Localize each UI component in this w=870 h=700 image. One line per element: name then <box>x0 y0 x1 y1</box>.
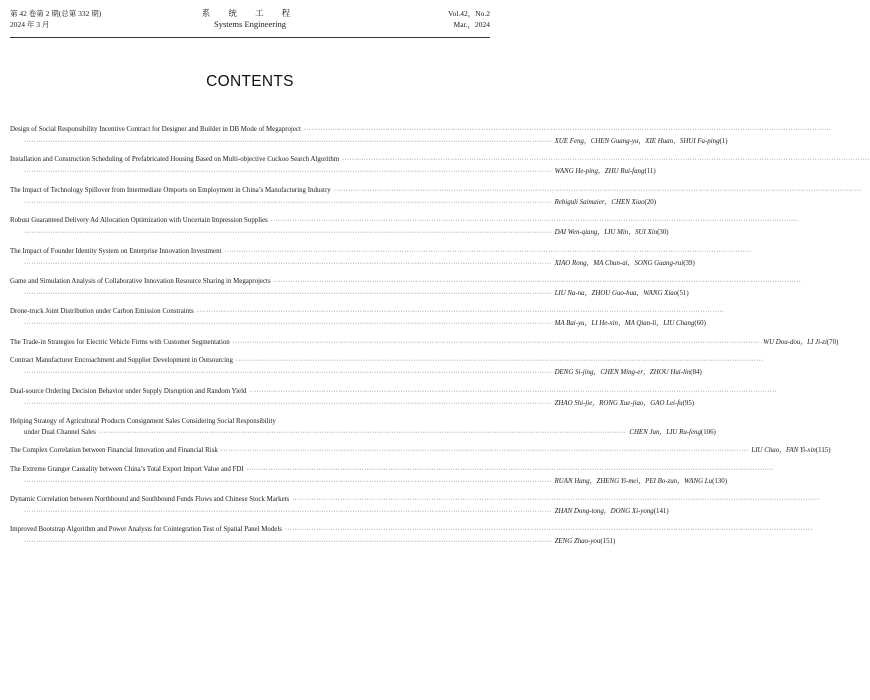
article-authors: LIU Na-na，ZHOU Guo-hua，WANG Xiao <box>554 289 678 297</box>
issue-volume: 第 42 卷第 2 期(总第 332 期) <box>10 9 102 18</box>
leader-dots: ···························································································································································································································· <box>235 358 764 365</box>
leader-dots: ···························································································································································································································· <box>249 388 778 395</box>
leader-dots: ···························································································································································································································· <box>98 429 627 436</box>
toc-line <box>10 288 689 300</box>
volume-date: Mar.，2024 <box>453 20 490 29</box>
toc-line <box>10 124 832 136</box>
toc-entry <box>10 464 775 488</box>
article-authors: LIU Chao，FAN Yi-xin <box>751 447 816 455</box>
toc-entry <box>10 494 820 518</box>
toc-line <box>10 227 669 239</box>
article-title: Improved Bootstrap Algorithm and Power Analysis for Cointegration Test of Spatial Panel Models <box>10 526 282 534</box>
page-number: (20) <box>644 198 657 206</box>
leader-dots: ···························································································································································································································· <box>24 230 552 237</box>
article-title-continued: under Dual Channel Sales <box>24 428 96 436</box>
leader-dots: ···························································································································································································································· <box>24 139 552 145</box>
toc-line <box>10 306 725 318</box>
leader-dots: ···························································································································································································································· <box>246 466 775 473</box>
page-number: (39) <box>683 259 695 267</box>
toc-line <box>10 215 799 227</box>
article-title: Dynamic Correlation between Northbound and Southbound Funds Flows and Chinese Stock Markets <box>10 496 290 504</box>
toc-line <box>10 386 778 398</box>
article-title: Design of Social Responsibility Incentive Contract for Designer and Builder in DB Mode of Megaproject <box>10 126 301 133</box>
journal-name <box>10 8 490 30</box>
toc-line <box>10 476 727 488</box>
leader-dots: ···························································································································································································································· <box>232 339 761 346</box>
leader-dots: ···························································································································································································································· <box>333 187 862 194</box>
article-authors: XIAO Rong，MA Chun-ai，SONG Guang-rui <box>554 259 684 267</box>
toc-entry <box>10 416 716 439</box>
article-title: Drone-truck Joint Distribution under Carbon Emission Constraints <box>10 308 194 316</box>
leader-dots: ···························································································································································································································· <box>284 527 813 534</box>
toc-entry <box>10 445 831 457</box>
page-number: (84) <box>690 369 702 377</box>
toc-entry <box>10 185 862 209</box>
toc-entry <box>10 355 764 379</box>
article-authors: RUAN Hang，ZHENG Yi-mei，PEI Bo-zun，WANG Lu <box>554 477 713 485</box>
toc-line <box>10 494 820 506</box>
leader-dots: ···························································································································································································································· <box>24 370 552 377</box>
toc-line <box>10 197 657 209</box>
article-authors: MA Bai-yu，LI He-xin，MA Qian-li，LIU Chang <box>554 320 695 328</box>
article-authors: ZHAO Shi-jie，RONG Xue-jiao，GAO Lei-fu <box>554 399 683 407</box>
page-number: (141) <box>653 508 669 516</box>
article-authors: XUE Feng，CHEN Guang-yu，XIE Huan，SHUI Fa-ping <box>554 138 720 145</box>
toc-entry <box>10 246 753 270</box>
leader-dots: ···························································································································································································································· <box>220 448 749 455</box>
leader-dots: ···························································································································································································································· <box>196 309 725 316</box>
page-number: (115) <box>815 447 831 455</box>
journal-name-english: Systems Engineering <box>213 19 286 29</box>
toc-entry <box>10 154 870 178</box>
leader-dots: ···························································································································································································································· <box>24 199 552 206</box>
page-number: (151) <box>600 538 616 546</box>
toc-entry <box>10 524 813 548</box>
issue-date: 2024 年 3 月 <box>10 20 50 29</box>
toc-entry <box>10 124 832 148</box>
toc-line <box>10 464 775 476</box>
article-title: The Extreme Granger Causality between China’s Total Export Import Value and FDI <box>10 465 244 473</box>
page-number: (11) <box>644 168 656 176</box>
article-title: The Trade-in Strategies for Electric Vehicle Firms with Customer Segmentation <box>10 338 230 346</box>
toc-entry <box>10 306 725 330</box>
toc-line <box>10 246 753 258</box>
article-title: The Impact of Founder Identity System on Enterprise Innovation Investment <box>10 247 222 255</box>
leader-dots: ···························································································································································································································· <box>24 478 552 485</box>
leader-dots: ···························································································································································································································· <box>24 509 552 516</box>
leader-dots: ···························································································································································································································· <box>270 218 799 225</box>
page-number: (70) <box>826 338 839 346</box>
leader-dots: ···························································································································································································································· <box>24 169 552 176</box>
toc-line <box>10 185 862 197</box>
toc-line <box>10 136 728 148</box>
toc-entry <box>10 276 802 300</box>
article-title: The Complex Correlation between Financial Innovation and Financial Risk <box>10 447 218 455</box>
leader-dots: ···························································································································································································································· <box>24 400 552 407</box>
article-title: Installation and Construction Scheduling of Prefabricated Housing Based on Multi-objective Cuckoo Search Algorithm <box>10 156 340 164</box>
toc-line <box>10 166 656 178</box>
toc-line <box>10 445 831 457</box>
volume-info <box>448 8 490 30</box>
article-authors: DAI Wen-qiang，LIU Min，SUI Xin <box>554 229 658 237</box>
leader-dots: ···························································································································································································································· <box>224 248 753 255</box>
leader-dots: ···························································································································································································································· <box>24 539 552 546</box>
page-number: (95) <box>682 399 695 407</box>
toc-line <box>10 506 669 518</box>
article-authors: WANG He-ping，ZHU Rui-fang <box>554 168 645 176</box>
toc-line <box>10 154 870 166</box>
article-title: Helping Strategy of Agricultural Products Consignment Sales Considering Social Responsibility <box>10 417 276 425</box>
article-authors: ZENG Zhao-you <box>554 538 601 546</box>
article-title: The Impact of Technology Spillover from Intermediate Omports on Employment in China’s Manufacturing Industry <box>10 186 331 194</box>
toc-entry <box>10 337 839 349</box>
toc-entry <box>10 215 799 239</box>
leader-dots: ···························································································································································································································· <box>24 260 552 267</box>
article-title: Dual-source Ordering Decision Behavior under Supply Disruption and Random Yield <box>10 387 247 395</box>
leader-dots: ···························································································································································································································· <box>342 157 870 164</box>
toc-line <box>10 416 490 427</box>
page-number: (30) <box>657 229 669 237</box>
table-of-contents <box>10 124 870 555</box>
volume-number: Vol.42，No.2 <box>448 9 490 18</box>
article-title: Robust Guaranteed Delivery Ad Allocation Optimization with Uncertain Impression Supplies <box>10 217 268 225</box>
header-rule <box>10 37 490 38</box>
article-title: Contract Manufacturer Encroachment and Supplier Development in Outsourcing <box>10 357 233 365</box>
toc-entry <box>10 386 778 410</box>
article-authors: Rebiguli Saimaier，CHEN Xiao <box>554 198 645 206</box>
article-title: Game and Simulation Analysis of Collaborative Innovation Resource Sharing in Megaprojects <box>10 277 271 285</box>
toc-line <box>10 367 702 379</box>
article-authors: DENG Si-jing，CHEN Ming-er，ZHOU Hui-lin <box>554 369 691 377</box>
toc-line <box>10 524 813 536</box>
toc-line <box>10 536 616 548</box>
page-number: (130) <box>712 477 727 485</box>
journal-header <box>10 8 490 38</box>
toc-line <box>10 427 716 439</box>
page-number: (106) <box>700 428 716 436</box>
leader-dots: ···························································································································································································································· <box>303 127 832 133</box>
toc-line <box>10 398 695 410</box>
article-authors: WU Dou-dou，LI Ji-zi <box>763 338 827 346</box>
toc-line <box>10 337 839 349</box>
page-number: (51) <box>677 289 689 297</box>
toc-line <box>10 258 695 270</box>
toc-line <box>10 276 802 288</box>
journal-name-chinese: 系 统 工 程 <box>201 8 299 18</box>
page-number: (60) <box>694 320 706 328</box>
page-title: CONTENTS <box>206 73 294 90</box>
page-number: (1) <box>719 138 728 145</box>
leader-dots: ···························································································································································································································· <box>292 497 820 504</box>
article-authors: ZHAN Dong-tong，DONG Xi-yong <box>554 508 654 516</box>
leader-dots: ···························································································································································································································· <box>273 278 802 285</box>
leader-dots: ···························································································································································································································· <box>24 321 552 328</box>
leader-dots: ···························································································································································································································· <box>24 290 552 297</box>
toc-line <box>10 355 764 367</box>
article-authors: CHEN Jun，LIU Ru-feng <box>629 428 701 436</box>
toc-line <box>10 318 706 330</box>
